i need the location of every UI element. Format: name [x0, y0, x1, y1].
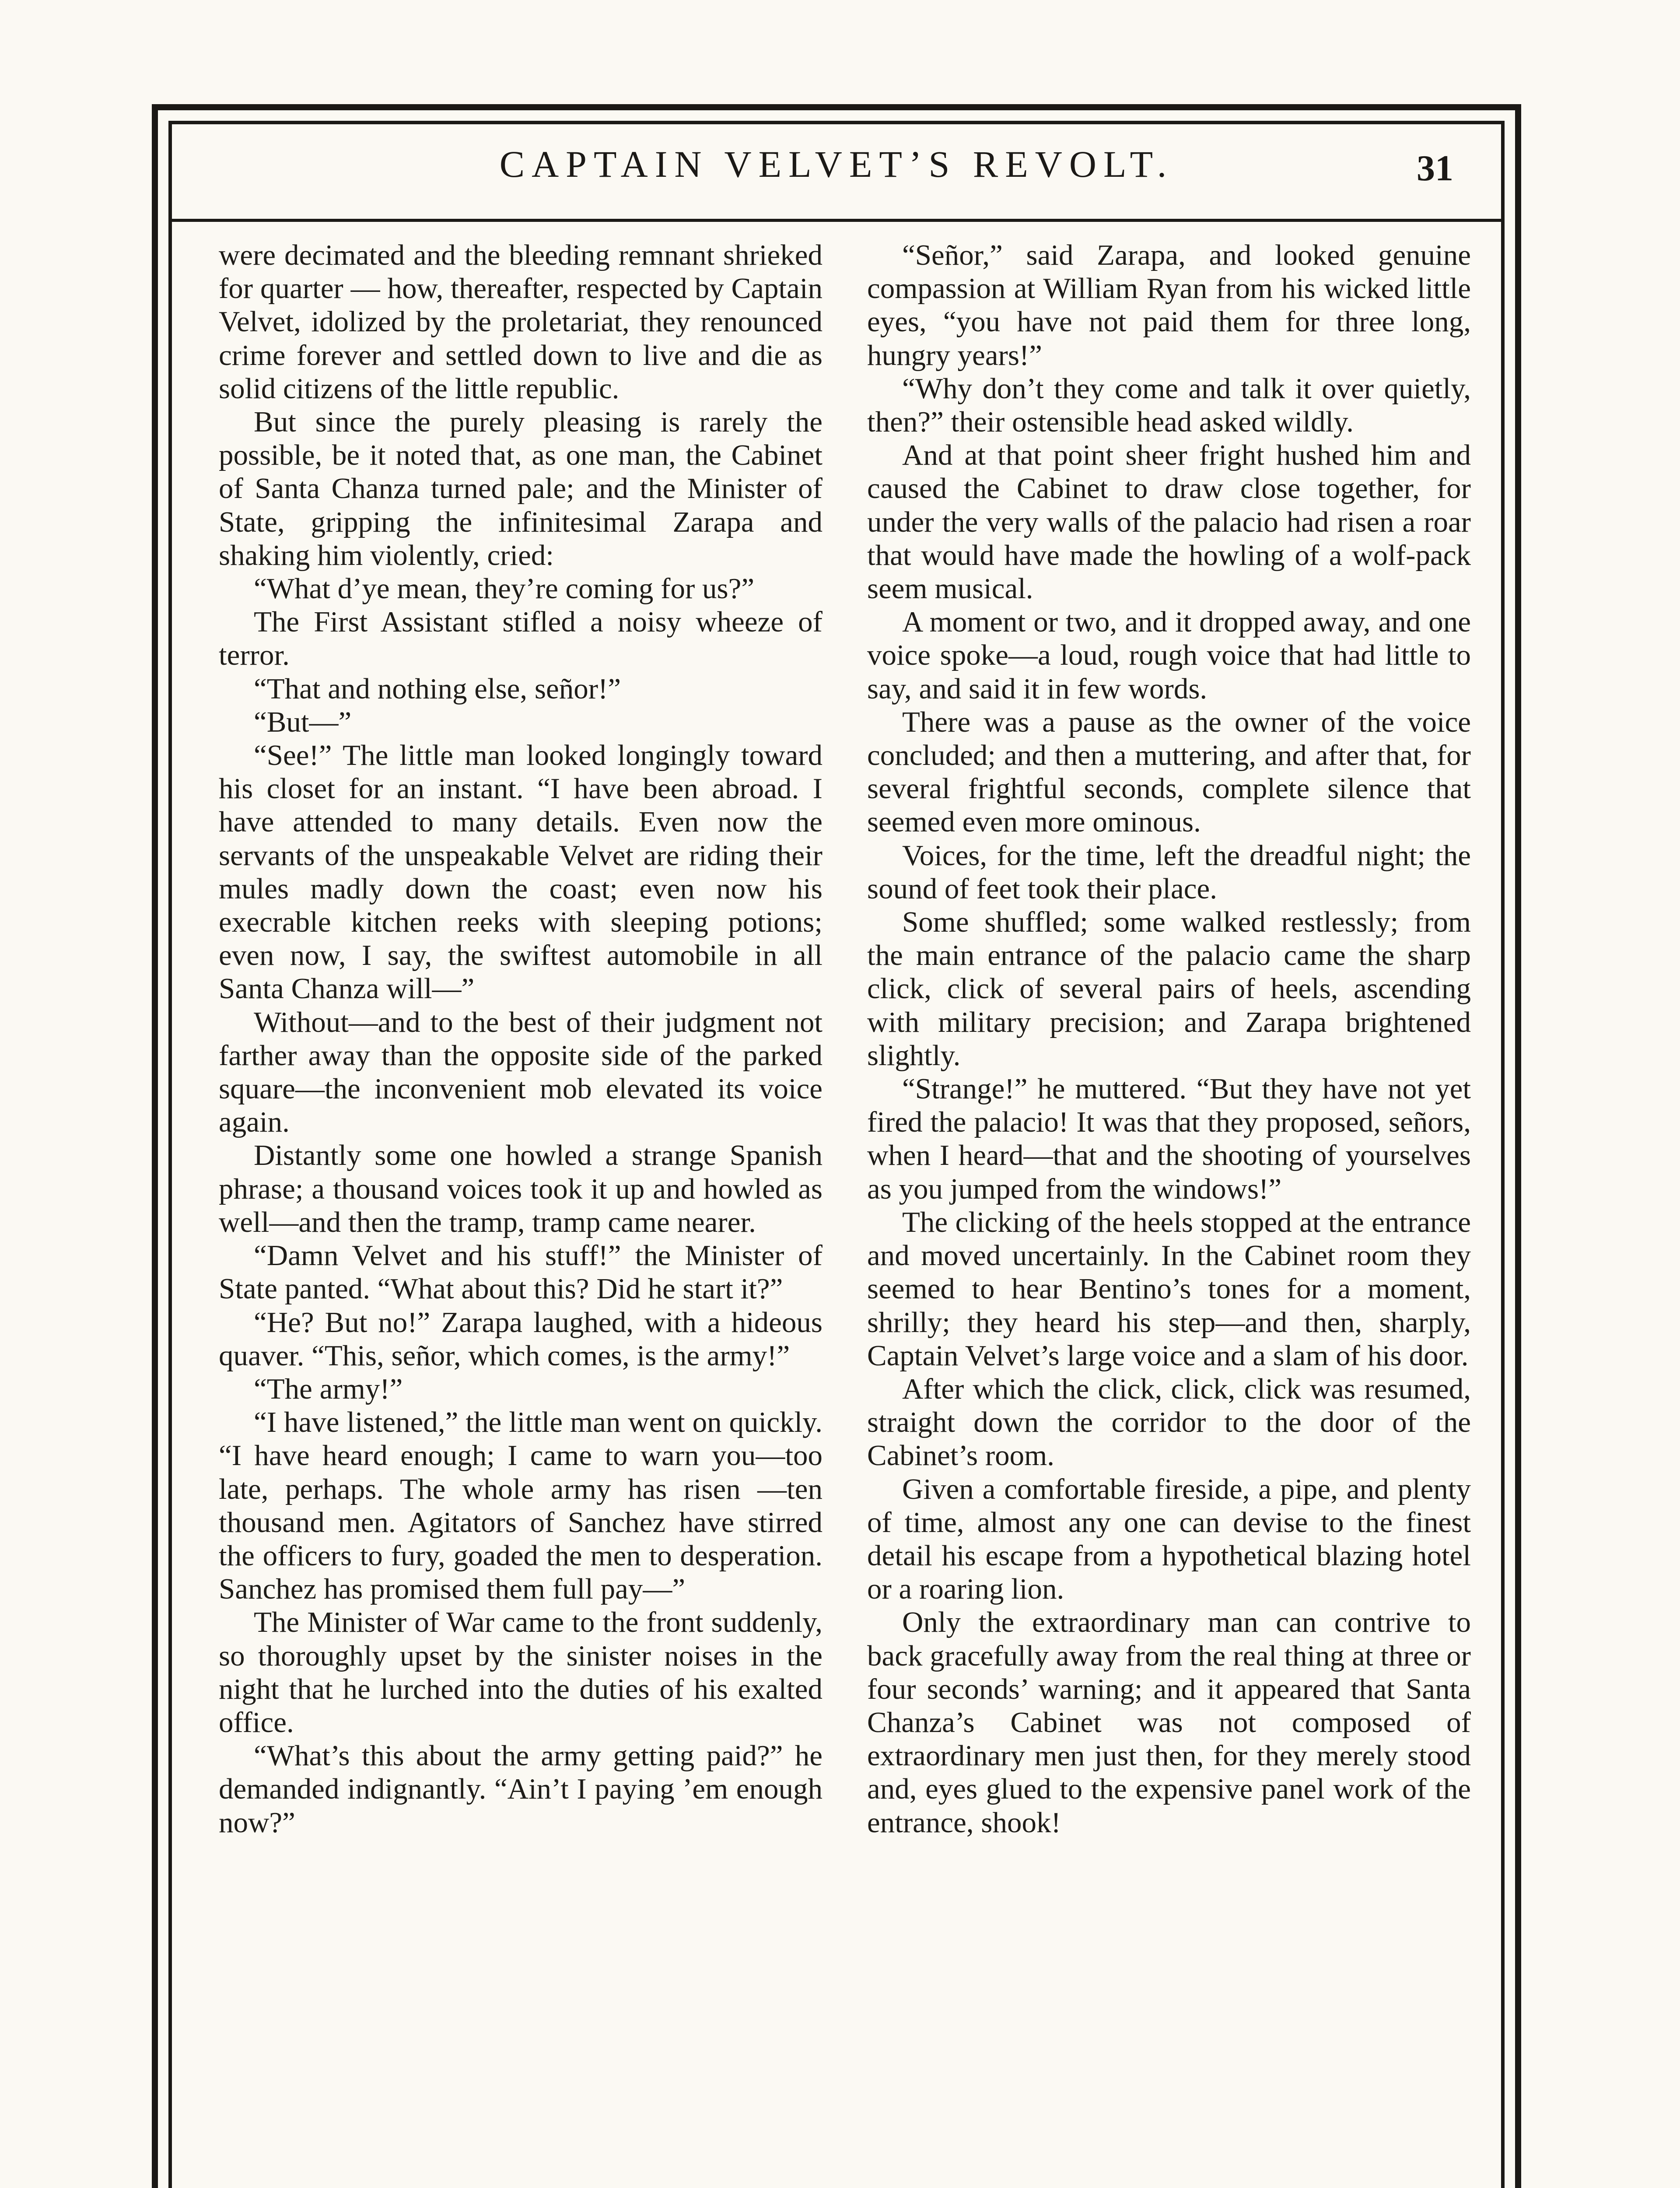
- paragraph: “What d’ye mean, they’re coming for us?”: [254, 572, 755, 605]
- header-rule: [168, 219, 1505, 222]
- paragraph: were decimated and the bleeding remnant shrieked for quarter — how, thereafter, respected by Captain Velvet, idolized by the proletariat, they renounced crime forever and settled down to live and die as solid citizens of the little republic.: [219, 239, 822, 405]
- paragraph: “Strange!” he muttered. “But they have not yet fired the palacio! It was that they proposed, señors, when I heard—that and the shooting of yourselves as you jumped from the windows!”: [867, 1073, 1471, 1205]
- paragraph: Some shuffled; some walked restlessly; from the main entrance of the palacio came the sharp click, click of several pairs of heels, ascending with military precision; and Zarapa brightened slightly.: [867, 906, 1471, 1072]
- paragraph: “The army!”: [254, 1372, 403, 1405]
- paragraph: “Damn Velvet and his stuff!” the Minister of State panted. “What about this? Did he start it?”: [219, 1239, 822, 1305]
- paragraph: “Señor,” said Zarapa, and looked genuine compassion at William Ryan from his wicked little eyes, “you have not paid them for three long, hungry years!”: [867, 239, 1471, 372]
- right-column: [867, 238, 1471, 2188]
- paragraph: “That and nothing else, señor!”: [254, 672, 621, 705]
- paragraph: “But—”: [254, 705, 352, 738]
- paragraph: “See!” The little man looked longingly toward his closet for an instant. “I have been abroad. I have attended to many details. Even now the servants of the unspeakable Velvet are riding their mules madly down the coast; even now his execrable kitchen reeks with sleeping potions; even now, I say, the swiftest automobile in all Santa Chanza will—”: [219, 739, 822, 1005]
- running-title: CAPTAIN VELVET’S REVOLT.: [499, 143, 1174, 185]
- paragraph: The First Assistant stifled a noisy wheeze of terror.: [219, 606, 822, 672]
- paragraph: Voices, for the time, left the dreadful night; the sound of feet took their place.: [867, 839, 1471, 905]
- paragraph: After which the click, click, click was resumed, straight down the corridor to the door of the Cabinet’s room.: [867, 1372, 1471, 1472]
- page-number: 31: [1417, 148, 1453, 189]
- paragraph: A moment or two, and it dropped away, and one voice spoke—a loud, rough voice that had little to say, and said it in few words.: [867, 606, 1471, 705]
- paragraph: There was a pause as the owner of the voice concluded; and then a muttering, and after that, for several frightful seconds, complete silence that seemed even more ominous.: [867, 705, 1471, 838]
- paragraph: And at that point sheer fright hushed him and caused the Cabinet to draw close together, for under the very walls of the palacio had risen a roar that would have made the howling of a wolf-pack seem musical.: [867, 439, 1471, 605]
- paragraph: Distantly some one howled a strange Spanish phrase; a thousand voices took it up and howled as well—and then the tramp, tramp came nearer.: [219, 1139, 822, 1238]
- paragraph: Without—and to the best of their judgment not farther away than the opposite side of the parked square—the inconvenient mob elevated its voice again.: [219, 1006, 822, 1139]
- paragraph: “Why don’t they come and talk it over quietly, then?” their ostensible head asked wildly.: [867, 372, 1471, 438]
- left-column: [219, 238, 822, 2188]
- paragraph: Given a comfortable fireside, a pipe, and plenty of time, almost any one can devise to the finest detail his escape from a hypothetical blazing hotel or a roaring lion.: [867, 1473, 1471, 1606]
- paragraph: “He? But no!” Zarapa laughed, with a hideous quaver. “This, señor, which comes, is the army!”: [219, 1306, 822, 1372]
- paragraph: “I have listened,” the little man went on quickly. “I have heard enough; I came to warn you—too late, perhaps. The whole army has risen —ten thousand men. Agitators of Sanchez have stirred the officers to fury, goaded the men to desperation. Sanchez has promised them full pay—”: [219, 1406, 822, 1606]
- paragraph: The Minister of War came to the front suddenly, so thoroughly upset by the sinister noises in the night that he lurched into the duties of his exalted office.: [219, 1606, 822, 1739]
- paragraph: Only the extraordinary man can contrive to back gracefully away from the real thing at three or four seconds’ warning; and it appeared that Santa Chanza’s Cabinet was not composed of extraordinary men just then, for they merely stood and, eyes glued to the expensive panel work of the entrance, shook!: [867, 1606, 1471, 1839]
- paragraph: But since the purely pleasing is rarely the possible, be it noted that, as one man, the Cabinet of Santa Chanza turned pale; and the Minister of State, gripping the infinitesimal Zarapa and shaking him violently, cried:: [219, 406, 822, 572]
- paragraph: The clicking of the heels stopped at the entrance and moved uncertainly. In the Cabinet room they seemed to hear Bentino’s tones for a moment, shrilly; they heard his step—and then, sharply, Captain Velvet’s large voice and a slam of his door.: [867, 1206, 1471, 1372]
- paragraph: “What’s this about the army getting paid?” he demanded indignantly. “Ain’t I paying ’em enough now?”: [219, 1739, 822, 1839]
